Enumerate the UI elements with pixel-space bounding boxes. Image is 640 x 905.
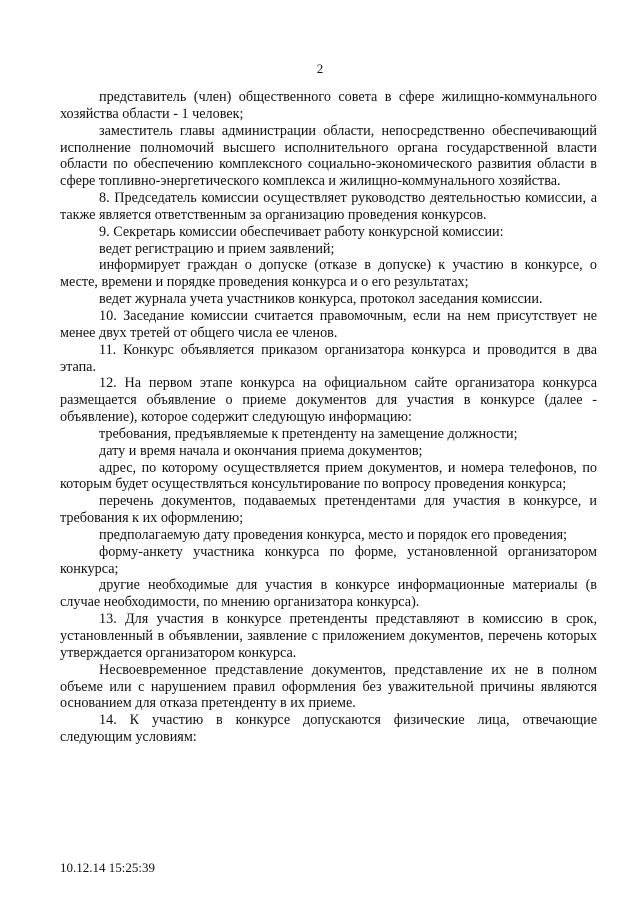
paragraph: заместитель главы администрации области, непосредственно обеспечивающий исполнение полномочий высшего исполнительного органа государственной власти области по обеспечению комплексного социально-экономического развития области в сфере топливно-энергетического комплекса и жилищно-коммунального хозяйства. xyxy=(60,122,597,190)
paragraph: перечень документов, подаваемых претендентами для участия в конкурсе, и требования к их оформлению; xyxy=(60,493,597,527)
document-body xyxy=(60,89,597,746)
paragraph: 11. Конкурс объявляется приказом организатора конкурса и проводится в два этапа. xyxy=(60,341,597,375)
footer-timestamp: 10.12.14 15:25:39 xyxy=(60,860,155,875)
paragraph: 13. Для участия в конкурсе претенденты представляют в комиссию в срок, установленный в объявлении, заявление с приложением документов, перечень которых утверждается организатором конкурса. xyxy=(60,611,597,661)
paragraph: требования, предъявляемые к претенденту на замещение должности; xyxy=(99,425,518,442)
page-number: 2 xyxy=(316,61,324,76)
paragraph: ведет регистрацию и прием заявлений; xyxy=(99,240,335,257)
paragraph: представитель (член) общественного совета в сфере жилищно-коммунального хозяйства области - 1 человек; xyxy=(60,89,597,122)
paragraph: Несвоевременное представление документов, представление их не в полном объеме или с нарушением правил оформления без уважительной причины являются основанием для отказа претенденту в их приеме. xyxy=(60,661,597,712)
paragraph: 10. Заседание комиссии считается правомочным, если на нем присутствует не менее двух третей от общего числа ее членов. xyxy=(60,307,597,341)
paragraph: 9. Секретарь комиссии обеспечивает работу конкурсной комиссии: xyxy=(99,223,504,240)
paragraph: адрес, по которому осуществляется прием документов, и номера телефонов, по которым будет осуществляться консультирование по вопросу проведения конкурса; xyxy=(60,459,597,493)
paragraph: ведет журнала учета участников конкурса, протокол заседания комиссии. xyxy=(99,291,543,308)
paragraph: дату и время начала и окончания приема документов; xyxy=(99,442,423,459)
paragraph: 8. Председатель комиссии осуществляет руководство деятельностью комиссии, а также является ответственным за организацию проведения конкурсов. xyxy=(60,190,597,223)
paragraph: предполагаемую дату проведения конкурса, место и порядок его проведения; xyxy=(99,526,568,543)
paragraph: 14. К участию в конкурсе допускаются физические лица, отвечающие следующим условиям: xyxy=(60,712,597,746)
paragraph: информирует граждан о допуске (отказе в допуске) к участию в конкурсе, о месте, времени и порядке проведения конкурса и о его результатах; xyxy=(60,257,597,291)
paragraph: форму-анкету участника конкурса по форме, установленной организатором конкурса; xyxy=(60,543,597,577)
paragraph: другие необходимые для участия в конкурсе информационные материалы (в случае необходимости, по мнению организатора конкурса). xyxy=(60,577,597,611)
paragraph: 12. На первом этапе конкурса на официальном сайте организатора конкурса размещается объявление о приеме документов для участия в конкурсе (далее - объявление), которое содержит следующую информацию: xyxy=(60,375,597,426)
